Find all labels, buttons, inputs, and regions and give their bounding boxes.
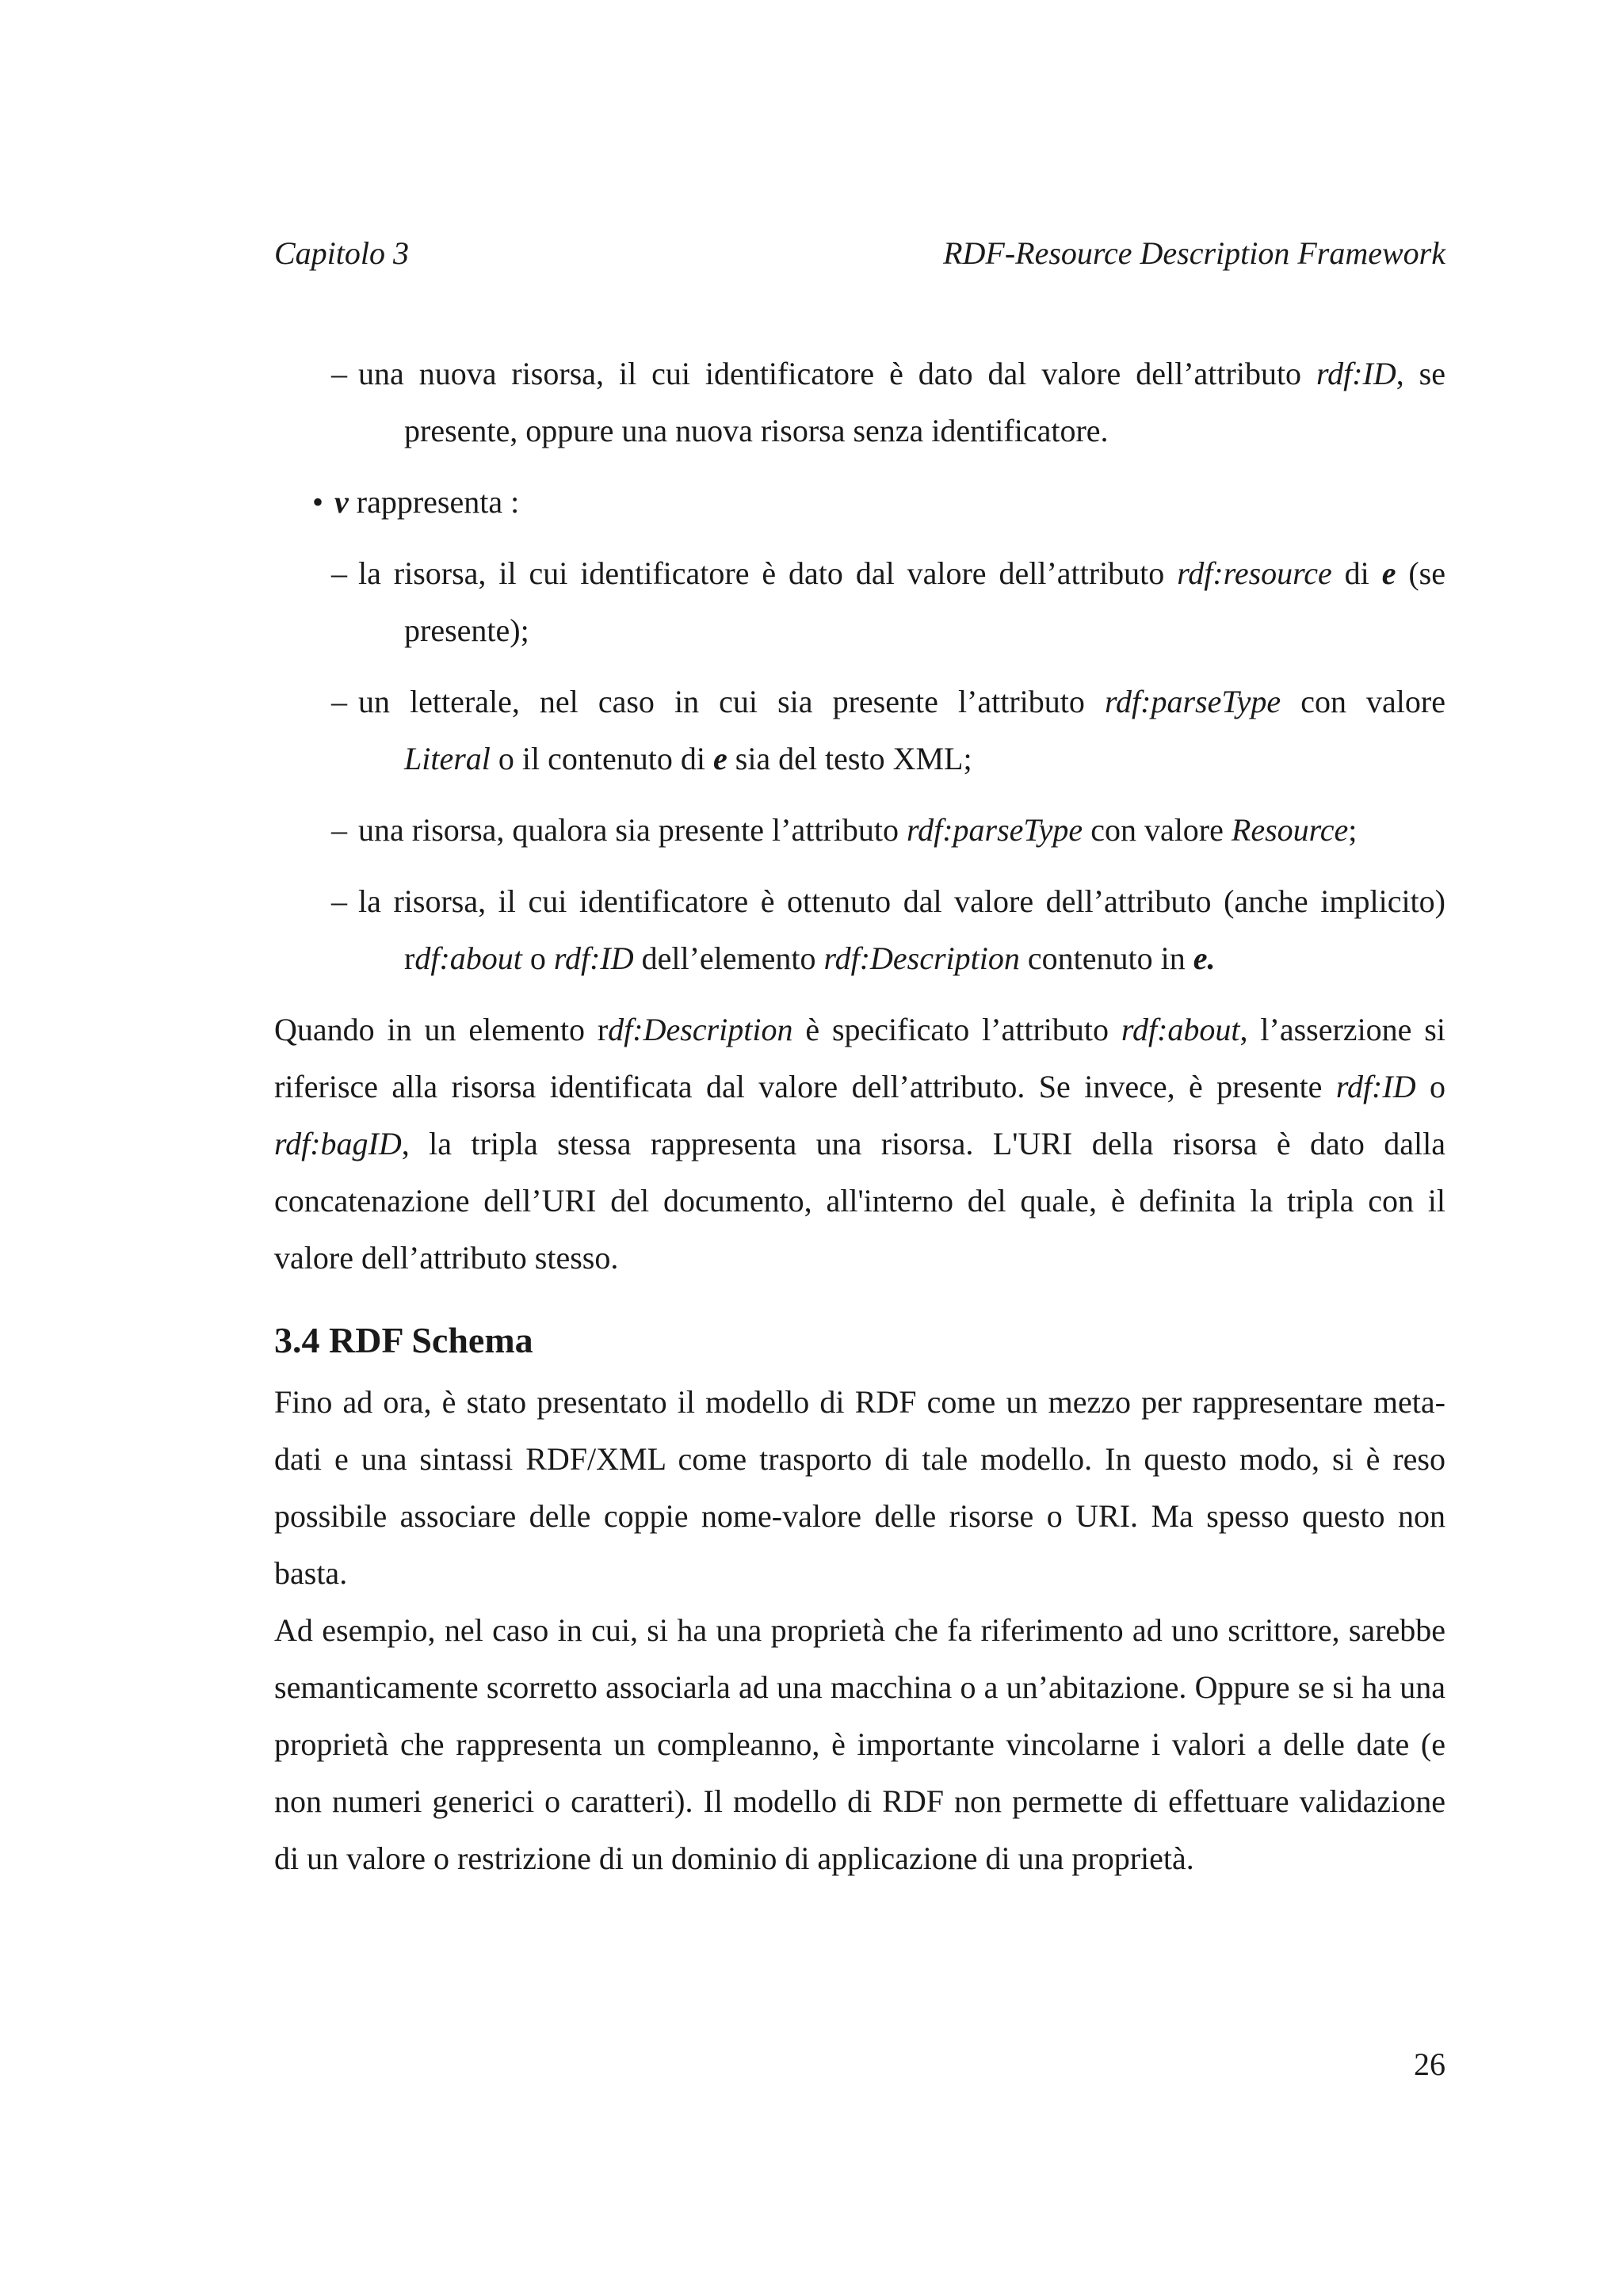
item-continuation: presente, oppure una nuova risorsa senza identificatore. [404, 413, 1109, 448]
chapter-label: Capitolo 3 [274, 235, 410, 271]
section-heading: 3.4 RDF Schema [274, 1320, 533, 1360]
italic-term: df:Description [608, 1012, 793, 1047]
italic-term: rdf:ID [1335, 1069, 1416, 1104]
item-continuation: Literal o il contenuto di e sia del testo XML; [404, 741, 972, 776]
italic-term: rdf:resource [1177, 555, 1332, 591]
italic-term: Resource [1231, 812, 1349, 848]
item-first-line: un letterale, nel caso in cui sia presente l’attributo rdf:parseType con valore [358, 684, 1445, 719]
italic-term: rdf:ID [553, 940, 634, 976]
dash-list-item [274, 545, 1445, 659]
section-title: RDF-Resource Description Framework [943, 235, 1445, 271]
bullet-text: v rappresenta : [334, 484, 520, 520]
item-first-line: la risorsa, il cui identificatore è dato dal valore dell’attributo rdf:resource di e (se [358, 555, 1446, 591]
page-header [274, 231, 1445, 276]
page-content [274, 345, 1445, 1887]
italic-term: rdf:Description [823, 940, 1020, 976]
bold-italic-symbol: e [1381, 555, 1396, 591]
paragraph-example: Ad esempio, nel caso in cui, si ha una proprietà che fa riferimento ad uno scrittore, sarebbe semanticamente scorretto associarla ad una macchina o a un’abitazione. Oppure se si ha una proprietà che rappresenta un compleanno, è importante vincolarne i valori a delle date (e non numeri generici o caratteri). Il modello di RDF non permette di effettuare validazione di un valore o restrizione di un dominio di applicazione di una proprietà. [274, 1612, 1445, 1876]
dash-list-item [274, 802, 1445, 859]
dash-list-item [274, 345, 1445, 460]
italic-term: rdf:bagID [274, 1126, 402, 1161]
italic-term: rdf:parseType [907, 812, 1083, 848]
italic-term: rdf:parseType [1104, 684, 1281, 719]
page-number: 26 [1414, 2046, 1445, 2082]
bullet-list-item [274, 474, 1445, 531]
item-continuation: presente); [404, 612, 529, 648]
italic-term: rdf:ID [1316, 356, 1396, 391]
item-continuation: rdf:about o rdf:ID dell’elemento rdf:Description contenuto in e. [404, 940, 1216, 976]
dash-list-item [274, 673, 1445, 788]
italic-term: df:about [414, 940, 522, 976]
paragraph-description: Quando in un elemento rdf:Description è specificato l’attributo rdf:about, l’asserzione si riferisce alla risorsa identificata dal valore dell’attributo. Se invece, è presente rdf:ID o rdf:bagID, la tripla stessa rappresenta una risorsa. L'URI della risorsa è dato dalla concatenazione dell’URI del documento, all'interno del quale, è definita la tripla con il valore dell’attributo stesso. [274, 1012, 1446, 1276]
item-first-line: una risorsa, qualora sia presente l’attributo rdf:parseType con valore Resource; [358, 812, 1358, 848]
item-first-line: la risorsa, il cui identificatore è ottenuto dal valore dell’attributo (anche implicito) [358, 883, 1445, 919]
italic-term: rdf:about [1121, 1012, 1240, 1047]
definition-list [274, 345, 1445, 987]
bold-italic-symbol: v [334, 484, 349, 520]
paragraph-intro: Fino ad ora, è stato presentato il modello di RDF come un mezzo per rappresentare meta-dati e una sintassi RDF/XML come trasporto di tale modello. In questo modo, si è reso possibile associare delle coppie nome-valore delle risorse o URI. Ma spesso questo non basta. [274, 1384, 1445, 1591]
dash-list-item [274, 873, 1445, 987]
bold-italic-symbol: e [712, 741, 727, 776]
italic-term: Literal [404, 741, 491, 776]
bullet-icon: • [312, 484, 324, 520]
item-first-line: una nuova risorsa, il cui identificatore è dato dal valore dell’attributo rdf:ID, se [358, 356, 1445, 391]
bold-italic-symbol: e. [1193, 940, 1216, 976]
